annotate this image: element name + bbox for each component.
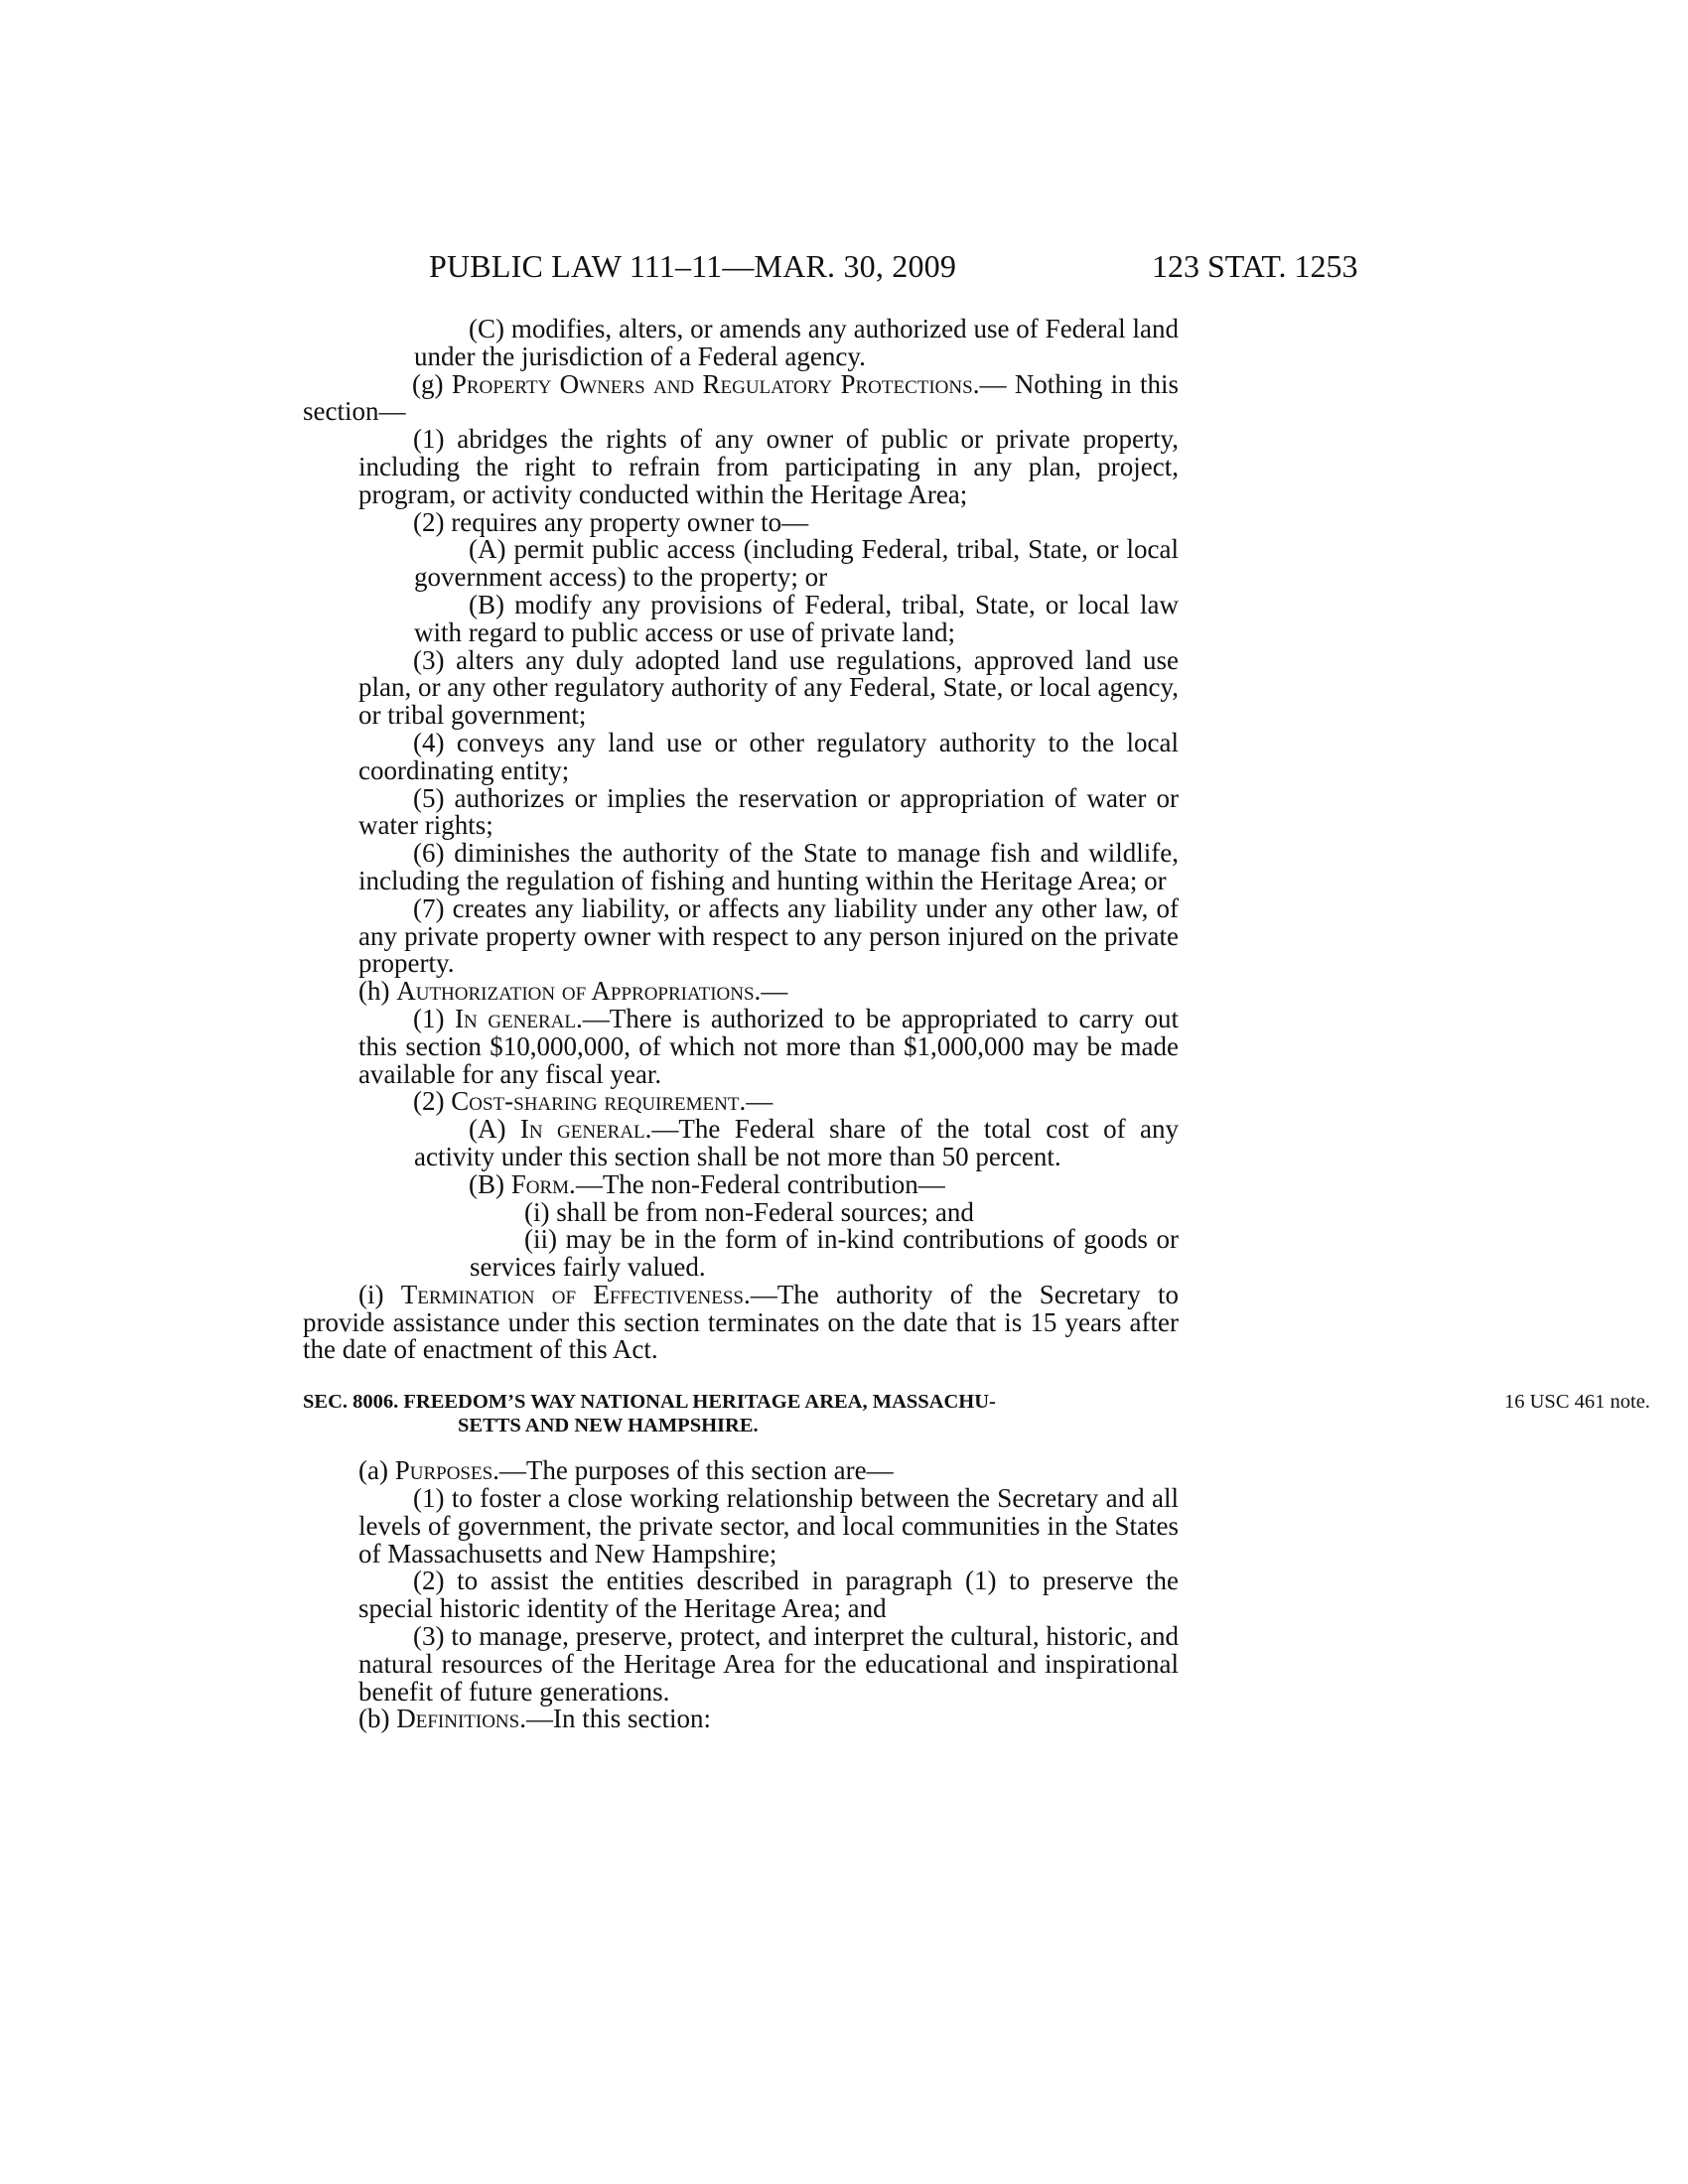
paragraph-g4: (4) conveys any land use or other regulatory authority to the local coordinating entity; — [358, 727, 1179, 785]
subsection-b — [303, 1706, 1179, 1733]
paragraph-h1 — [358, 1003, 1179, 1089]
paragraph-g2: (2) requires any property owner to— — [413, 506, 809, 537]
paragraph-h2 — [358, 1088, 1179, 1116]
subsection-i — [303, 1279, 1180, 1365]
paragraph-heading: In general. — [455, 1003, 583, 1033]
subsection-heading: Purposes. — [394, 1455, 499, 1486]
section-title-line1: SEC. 8006. FREEDOM’S WAY NATIONAL HERITAGE AREA, MASSACHU- — [303, 1391, 996, 1414]
subsection-text: —The purposes of this section are— — [498, 1455, 894, 1486]
paragraph-heading: In general. — [519, 1114, 652, 1145]
subsection-number: (b) — [358, 1704, 397, 1734]
paragraph-g5: (5) authorizes or implies the reservation or appropriation of water or water rights; — [358, 782, 1179, 841]
subsection-g-heading — [303, 368, 1180, 427]
paragraph-g6: (6) diminishes the authority of the State to manage fish and wildlife, including the regulation of fishing and hunting within the Heritage Area; or — [358, 838, 1179, 895]
subsection-h-heading — [303, 978, 1179, 1006]
paragraph-number: (A) — [469, 1114, 520, 1145]
subsection-heading: Termination of Effectiveness. — [400, 1279, 751, 1309]
section-heading — [303, 1390, 1650, 1437]
subsection-text: Nothing in this section— — [303, 368, 1180, 427]
paragraph-g2b: (B) modify any provisions of Federal, tribal, State, or local law with regard to public access or use of private land; — [414, 589, 1179, 647]
paragraph-number: (1) — [413, 1003, 456, 1033]
paragraph-h2b — [414, 1168, 1179, 1199]
paragraph-g1: (1) abridges the rights of any owner of public or private property, including the right to refrain from participating in any plan, project, program, or activity conducted within the Heritage Area; — [358, 424, 1179, 509]
subsection-number: (a) — [358, 1455, 395, 1486]
paragraph-c: (C) modifies, alters, or amends any authorized use of Federal land under the jurisdiction of a Federal agency. — [414, 314, 1179, 371]
subsection-number: (i) — [358, 1279, 401, 1309]
paragraph-text: —There is authorized to be appropriated to carry out this section $10,000,000, of which not more than $1,000,000 may be made available for any fiscal year. — [358, 1003, 1179, 1089]
subsection-heading: Authorization of Appropriations.— — [396, 976, 788, 1007]
paragraph-heading: Form. — [510, 1168, 576, 1199]
subsection-number: (h) — [358, 976, 397, 1007]
subsection-text: —In this section: — [525, 1704, 711, 1734]
section-title-line2: SETTS AND NEW HAMPSHIRE. — [458, 1415, 759, 1437]
statute-page-number: 123 STAT. 1253 — [1152, 248, 1358, 284]
paragraph-a2: (2) to assist the entities described in paragraph (1) to preserve the special historic identity of the Heritage Area; and — [358, 1566, 1179, 1624]
paragraph-a1: (1) to foster a close working relationship between the Secretary and all levels of government, the private sector, and local communities in the States of Massachusetts and New Hampshire; — [358, 1483, 1179, 1569]
document-body — [303, 314, 1650, 1734]
clause-h2b-i: (i) shall be from non-Federal sources; and — [524, 1196, 974, 1227]
subsection-heading: Property Owners and Regulatory Protections.— — [451, 368, 1007, 399]
subsection-text: —The authority of the Secretary to provide assistance under this section terminates on the date that is 15 years after the date of enactment of this Act. — [303, 1279, 1180, 1365]
paragraph-number: (B) — [469, 1168, 511, 1199]
paragraph-text: —The non-Federal contribution— — [575, 1168, 945, 1199]
paragraph-text: —The Federal share of the total cost of any activity under this section shall be not more than 50 percent. — [414, 1114, 1179, 1171]
paragraph-heading: Cost-sharing requirement.— — [451, 1086, 774, 1117]
paragraph-g7: (7) creates any liability, or affects any liability under any other law, of any private property owner with respect to any person injured on the private property. — [358, 892, 1179, 979]
paragraph-number: (2) — [413, 1086, 452, 1117]
clause-h2b-ii: (ii) may be in the form of in-kind contributions of goods or services fairly valued. — [470, 1224, 1179, 1283]
running-header: PUBLIC LAW 111–11—MAR. 30, 2009 — [429, 248, 957, 284]
paragraph-g3: (3) alters any duly adopted land use regulations, approved land use plan, or any other regulatory authority of any Federal, State, or local agency, or tribal government; — [358, 644, 1179, 731]
paragraph-g2a: (A) permit public access (including Federal, tribal, State, or local government access) to the property; or — [414, 534, 1179, 593]
subsection-heading: Definitions. — [396, 1704, 526, 1734]
margin-note: 16 USC 461 note. — [1504, 1391, 1650, 1414]
paragraph-h2a — [414, 1116, 1179, 1171]
subsection-a — [303, 1457, 1179, 1485]
paragraph-a3: (3) to manage, preserve, protect, and interpret the cultural, historic, and natural resources of the Heritage Area for the educational and inspirational benefit of future generations. — [358, 1621, 1179, 1706]
subsection-number: (g) — [412, 368, 452, 399]
